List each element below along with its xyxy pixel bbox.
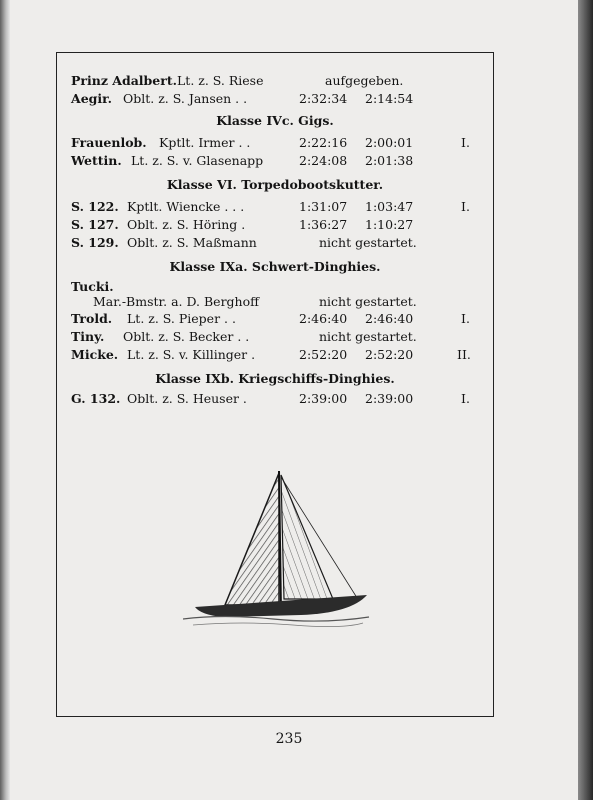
yacht-name: S. 127. [71, 217, 119, 232]
yacht-name: Wettin. [71, 153, 122, 168]
place: II. [457, 347, 471, 362]
result-row [57, 199, 493, 217]
result-row [57, 347, 493, 365]
result-status: nicht gestartet. [319, 235, 417, 250]
corrected-time: 2:39:00 [365, 391, 414, 406]
result-row [57, 73, 493, 91]
result-status: nicht gestartet. [319, 294, 417, 309]
elapsed-time: 2:32:34 [299, 91, 348, 106]
helmsman: Oblt. z. S. Maßmann [127, 235, 257, 250]
result-row [57, 329, 493, 347]
result-row [57, 311, 493, 329]
helmsman: Lt. z. S. v. Glasenapp [131, 153, 264, 168]
elapsed-time: 2:24:08 [299, 153, 348, 168]
yacht-name: S. 129. [71, 235, 119, 250]
corrected-time: 2:46:40 [365, 311, 414, 326]
corrected-time: 1:10:27 [365, 217, 414, 232]
page-edge [578, 0, 593, 800]
helmsman: Lt. z. S. v. Killinger . [127, 347, 256, 362]
corrected-time: 1:03:47 [365, 199, 414, 214]
helmsman: Kptlt. Irmer . . [159, 135, 251, 150]
yacht-name: Micke. [71, 347, 119, 362]
yacht-name: S. 122. [71, 199, 119, 214]
yacht-name: Trold. [71, 311, 113, 326]
elapsed-time: 2:52:20 [299, 347, 348, 362]
helmsman: Oblt. z. S. Becker . . [123, 329, 250, 344]
elapsed-time: 2:22:16 [299, 135, 348, 150]
helmsman: Oblt. z. S. Jansen . . [123, 91, 248, 106]
water-ripple [193, 623, 363, 627]
result-status: aufgegeben. [325, 73, 404, 88]
yacht-name: Frauenlob. [71, 135, 147, 150]
class-heading: Klasse IXa. Schwert-Dinghies. [169, 259, 381, 274]
yacht-name: Tucki. [71, 279, 114, 294]
book-binding [0, 0, 10, 800]
corrected-time: 2:52:20 [365, 347, 414, 362]
yacht-name: Aegir. [71, 91, 112, 106]
result-row [57, 91, 493, 109]
elapsed-time: 2:39:00 [299, 391, 348, 406]
place: I. [461, 135, 470, 150]
result-row [57, 135, 493, 153]
page-number: 235 [275, 731, 303, 747]
corrected-time: 2:01:38 [365, 153, 414, 168]
class-heading: Klasse IXb. Kriegschiffs-Dinghies. [155, 371, 395, 386]
yacht-name: Tiny. [71, 329, 105, 344]
place: I. [461, 199, 470, 214]
class-heading: Klasse IVc. Gigs. [216, 113, 334, 128]
helmsman: Lt. z. S. Riese [177, 73, 264, 88]
result-row [57, 391, 493, 409]
result-row [57, 235, 493, 253]
sailboat-illustration [183, 467, 373, 637]
elapsed-time: 2:46:40 [299, 311, 348, 326]
corrected-time: 2:00:01 [365, 135, 414, 150]
elapsed-time: 1:31:07 [299, 199, 348, 214]
result-row [57, 153, 493, 171]
class-heading: Klasse VI. Torpedobootskutter. [166, 177, 384, 192]
yacht-name: G. 132. [71, 391, 121, 406]
results-frame [56, 52, 494, 717]
jib-sail [281, 475, 333, 599]
elapsed-time: 1:36:27 [299, 217, 348, 232]
helmsman: Oblt. z. S. Heuser . [127, 391, 247, 406]
helmsman: Oblt. z. S. Höring . [127, 217, 246, 232]
corrected-time: 2:14:54 [365, 91, 414, 106]
water-line [183, 617, 369, 622]
result-row [57, 294, 493, 312]
yacht-name: Prinz Adalbert. [71, 73, 177, 88]
helmsman: Mar.-Bmstr. a. D. Berghoff [93, 294, 260, 309]
helmsman: Lt. z. S. Pieper . . [127, 311, 236, 326]
mainsail [225, 473, 279, 605]
place: I. [461, 391, 470, 406]
result-row [57, 217, 493, 235]
result-status: nicht gestartet. [319, 329, 417, 344]
helmsman: Kptlt. Wiencke . . . [127, 199, 245, 214]
place: I. [461, 311, 470, 326]
